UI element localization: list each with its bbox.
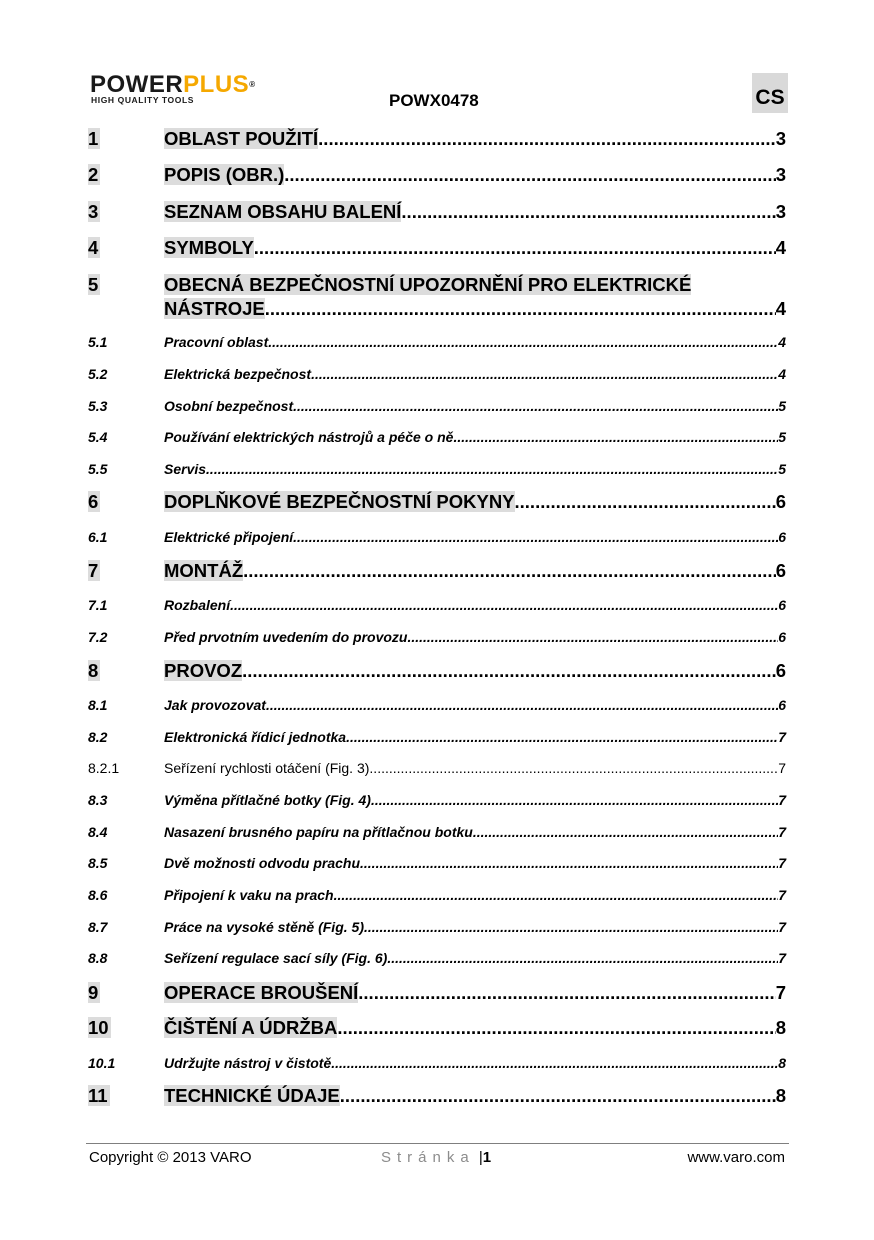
toc-title: Dvě možnosti odvodu prachu	[164, 855, 361, 871]
toc-title: ČIŠTĚNÍ A ÚDRŽBA	[164, 1017, 338, 1038]
toc-title: Pracovní oblast	[164, 334, 269, 350]
toc-page: 7	[778, 887, 786, 903]
powerplus-logo	[90, 73, 290, 107]
toc-leader	[243, 559, 776, 583]
toc-leader	[318, 127, 776, 151]
toc-title: PROVOZ	[164, 660, 243, 681]
toc-page: 8	[775, 1017, 786, 1038]
toc-number: 6.1	[88, 529, 108, 545]
toc-page: 3	[775, 201, 786, 222]
toc-page: 8	[775, 1085, 786, 1106]
model-number: POWX0478	[389, 91, 479, 110]
toc-leader	[340, 1084, 776, 1108]
toc-page: 6	[778, 697, 786, 713]
toc-leader	[371, 791, 778, 809]
toc-title: Osobní bezpečnost	[164, 398, 294, 414]
toc-title: Elektrické připojení	[164, 529, 294, 545]
toc-page: 4	[775, 298, 786, 319]
toc-leader	[230, 596, 778, 614]
toc-title-line2: NÁSTROJE	[164, 298, 265, 319]
toc-leader	[364, 918, 778, 936]
toc-title: Seřízení rychlosti otáčení (Fig. 3)	[164, 760, 370, 776]
toc-number: 6	[88, 491, 99, 512]
footer-website-link[interactable]: www.varo.com	[687, 1149, 785, 1166]
toc-page: 7	[778, 855, 786, 871]
toc-number: 5.5	[88, 461, 108, 477]
toc-page: 7	[778, 760, 786, 776]
toc-number: 10.1	[88, 1055, 116, 1071]
toc-number: 5.4	[88, 429, 108, 445]
toc-page: 4	[778, 366, 786, 382]
toc-page: 6	[775, 560, 786, 581]
toc-leader	[311, 365, 778, 383]
toc-number: 3	[88, 201, 99, 222]
toc-page: 4	[778, 334, 786, 350]
toc-leader	[473, 823, 778, 841]
footer-separator: |	[478, 1149, 483, 1166]
footer-page-number: 1	[482, 1149, 492, 1166]
toc-page: 7	[778, 950, 786, 966]
toc-leader	[358, 981, 775, 1005]
toc-number: 5.3	[88, 398, 108, 414]
toc-title: Elektronická řídicí jednotka	[164, 729, 347, 745]
toc-number: 2	[88, 164, 99, 185]
toc-page: 6	[775, 491, 786, 512]
toc-title: MONTÁŽ	[164, 560, 244, 581]
toc-number: 4	[88, 237, 99, 258]
toc-number: 8.2.1	[88, 760, 120, 776]
toc-leader	[407, 628, 778, 646]
toc-leader	[346, 728, 778, 746]
toc-page: 6	[778, 529, 786, 545]
toc-leader	[293, 397, 778, 415]
toc-page: 5	[778, 429, 786, 445]
toc-leader	[206, 460, 778, 478]
toc-leader	[268, 333, 778, 351]
toc-page: 3	[775, 164, 786, 185]
toc-number: 7.2	[88, 629, 108, 645]
toc-page: 6	[778, 597, 786, 613]
toc-leader	[331, 1054, 778, 1072]
toc-leader	[242, 659, 776, 683]
toc-title: SYMBOLY	[164, 237, 254, 258]
toc-title: SEZNAM OBSAHU BALENÍ	[164, 201, 402, 222]
toc-leader	[369, 759, 778, 777]
toc-title: Rozbalení	[164, 597, 231, 613]
footer-page-word: Stránka	[381, 1149, 475, 1166]
toc-number: 8.7	[88, 919, 108, 935]
toc-leader	[265, 297, 776, 321]
toc-leader	[387, 949, 778, 967]
toc-number: 8.3	[88, 792, 108, 808]
toc-page: 5	[778, 398, 786, 414]
toc-number: 11	[88, 1085, 108, 1106]
language-badge: CS	[752, 73, 788, 113]
toc-title: Používání elektrických nástrojů a péče o ně	[164, 429, 454, 445]
toc-title: Udržujte nástroj v čistotě	[164, 1055, 332, 1071]
toc-page: 4	[775, 237, 786, 258]
toc-number: 8.1	[88, 697, 108, 713]
toc-page: 7	[778, 824, 786, 840]
toc-number: 8.8	[88, 950, 108, 966]
toc-title: Servis	[164, 461, 207, 477]
toc-number: 8.5	[88, 855, 108, 871]
toc-title: Jak provozovat	[164, 697, 266, 713]
toc-leader	[284, 163, 775, 187]
toc-title: Nasazení brusného papíru na přítlačnou botku	[164, 824, 473, 840]
toc-page: 7	[778, 792, 786, 808]
toc-title: OBLAST POUŽITÍ	[164, 128, 319, 149]
toc-number: 5	[88, 274, 99, 295]
toc-title: OPERACE BROUŠENÍ	[164, 982, 359, 1003]
toc-number: 8.6	[88, 887, 108, 903]
toc-title: TECHNICKÉ ÚDAJE	[164, 1085, 340, 1106]
toc-number: 1	[88, 128, 99, 149]
footer-copyright: Copyright © 2013 VARO	[89, 1149, 252, 1166]
toc-title: Připojení k vaku na prach	[164, 887, 334, 903]
toc-number: 10	[88, 1017, 109, 1038]
toc-title: Práce na vysoké stěně (Fig. 5)	[164, 919, 364, 935]
toc-leader	[337, 1016, 775, 1040]
toc-title: POPIS (OBR.)	[164, 164, 285, 185]
toc-page: 7	[778, 919, 786, 935]
toc-title: Výměna přítlačné botky (Fig. 4)	[164, 792, 371, 808]
footer-divider	[86, 1143, 789, 1144]
toc-number: 8.2	[88, 729, 108, 745]
toc-title-line1: OBECNÁ BEZPEČNOSTNÍ UPOZORNĚNÍ PRO ELEKTRICKÉ	[164, 274, 692, 295]
toc-number: 8	[88, 660, 99, 681]
toc-title: Seřízení regulace sací síly (Fig. 6)	[164, 950, 388, 966]
toc-title: DOPLŇKOVÉ BEZPEČNOSTNÍ POKYNY	[164, 491, 515, 512]
toc-page: 7	[775, 982, 786, 1003]
toc-number: 5.2	[88, 366, 108, 382]
toc-leader	[453, 428, 778, 446]
footer-page-indicator	[381, 1149, 491, 1166]
toc-number: 9	[88, 982, 99, 1003]
toc-page: 3	[775, 128, 786, 149]
toc-leader	[266, 696, 778, 714]
toc-leader	[515, 490, 776, 514]
toc-leader	[293, 528, 778, 546]
toc-title: Elektrická bezpečnost	[164, 366, 312, 382]
toc-page: 6	[778, 629, 786, 645]
toc-leader	[360, 854, 778, 872]
toc-title: Před prvotním uvedením do provozu	[164, 629, 408, 645]
logo-wordmark: POWERPLUS®	[90, 71, 256, 98]
toc-number: 7.1	[88, 597, 108, 613]
toc-leader	[254, 236, 776, 260]
toc-page: 5	[778, 461, 786, 477]
toc-page: 7	[778, 729, 786, 745]
toc-number: 7	[88, 560, 99, 581]
toc-leader	[401, 200, 775, 224]
toc-leader	[334, 886, 779, 904]
toc-page: 8	[778, 1055, 786, 1071]
toc-number: 8.4	[88, 824, 108, 840]
toc-page: 6	[775, 660, 786, 681]
toc-number: 5.1	[88, 334, 108, 350]
logo-tagline: HIGH QUALITY TOOLS	[91, 95, 195, 105]
